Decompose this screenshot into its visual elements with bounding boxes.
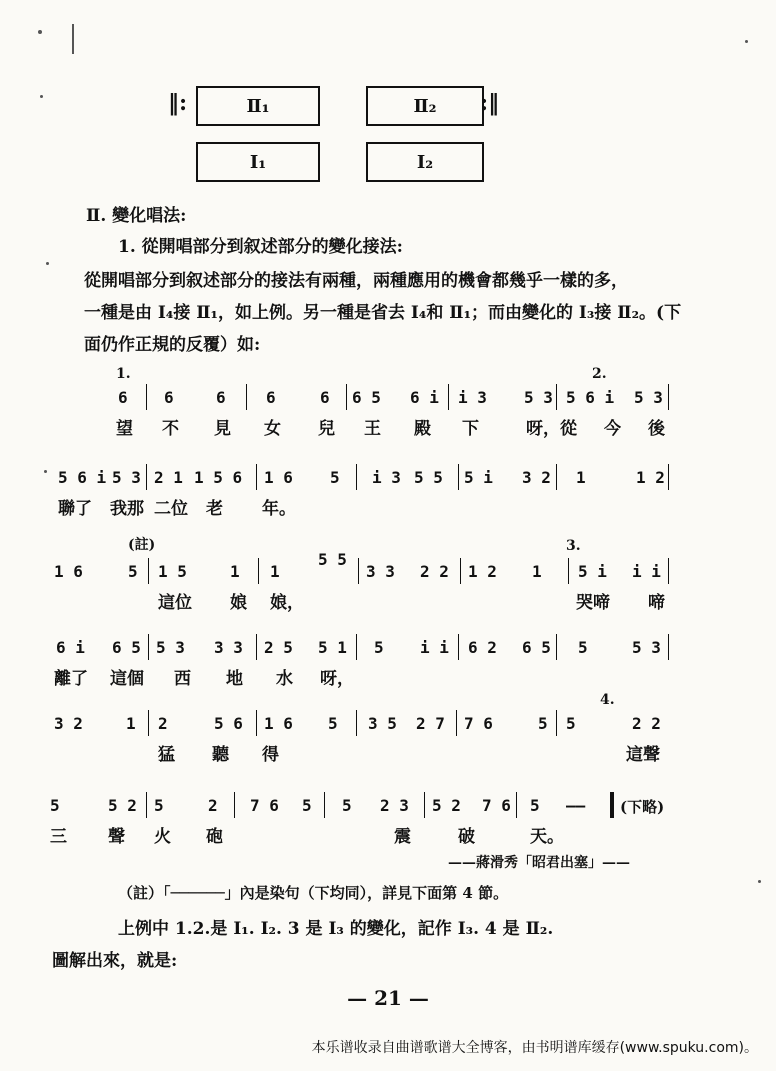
bar-line (668, 464, 669, 490)
lyric: 二位 (154, 499, 188, 519)
note-group: 1 5 (158, 562, 187, 581)
note-group: i 3 (458, 388, 487, 407)
note-group: 2 2 (420, 562, 449, 581)
lyric: 三 (50, 827, 67, 847)
note-group: 1 6 (54, 562, 83, 581)
lyric: 西 (174, 669, 191, 689)
bar-line (356, 710, 357, 736)
note-group: 6 (320, 388, 330, 407)
note-group: 2 7 (416, 714, 445, 733)
lyric: 火 (154, 827, 171, 847)
lyric: 不 (162, 419, 179, 439)
bar-line (460, 558, 461, 584)
note-group: 2 3 (380, 796, 409, 815)
note-group: 5 1 (318, 638, 347, 657)
bar-line (256, 710, 257, 736)
note-group: 5 (328, 714, 338, 733)
bar-line (458, 464, 459, 490)
lyric: 破 (458, 827, 475, 847)
note-group: 6 5 (112, 638, 141, 657)
margin-speck (72, 24, 74, 54)
lyric: 殿 (414, 419, 431, 439)
note-group: 2 (208, 796, 218, 815)
bar-line (458, 634, 459, 660)
bar-line (456, 710, 457, 736)
lyric: 呀，從 (526, 419, 577, 439)
note-group: 1 6 (264, 714, 293, 733)
bar-line (324, 792, 325, 818)
lyric: 王 (364, 419, 381, 439)
note-group: 3 2 (522, 468, 551, 487)
note-group: 1 5 6 (194, 468, 243, 487)
score-line-3 (0, 532, 776, 613)
bar-line (346, 384, 347, 410)
note-group: 1 (576, 468, 586, 487)
explanation-line-1: 上例中 1.2.是 Ⅰ₁. Ⅰ₂. 3 是 Ⅰ₃ 的變化，記作 Ⅰ₃. 4 是 Ⅱ₂. (118, 919, 554, 939)
ending-mark: 4. (600, 692, 615, 708)
final-bar-line (610, 792, 614, 818)
bar-line (148, 634, 149, 660)
note-group: 3 3 (214, 638, 243, 657)
lyric: 天。 (530, 827, 564, 847)
note-group: 5 (154, 796, 164, 815)
lyric: 得 (262, 745, 279, 765)
note-group: 7 6 (464, 714, 493, 733)
score-line-2 (0, 446, 776, 519)
note-group: 1 2 (636, 468, 665, 487)
note-group: —— (566, 796, 586, 815)
note-group: 5 3 (632, 638, 661, 657)
box-I2: Ⅰ₂ (366, 142, 484, 182)
margin-speck (40, 95, 43, 98)
bar-line (256, 464, 257, 490)
bar-line (556, 634, 557, 660)
note-group: 5 (530, 796, 540, 815)
lyric: 水 (276, 669, 293, 689)
note-group: 1 (126, 714, 136, 733)
bar-line (668, 634, 669, 660)
box-II1: Ⅱ₁ (196, 86, 320, 126)
note-group: 2 1 (154, 468, 183, 487)
note-group: 1 (230, 562, 240, 581)
bar-line (668, 558, 669, 584)
bar-line (146, 384, 147, 410)
source-credit: 本乐谱收录自曲谱歌谱大全博客，由书明谱库缓存(www.spuku.com)。 (311, 1040, 758, 1056)
note-group: 5 2 (432, 796, 461, 815)
note-group: 7 6 (250, 796, 279, 815)
box-I1: Ⅰ₁ (196, 142, 320, 182)
note-group: 5 (128, 562, 138, 581)
lyric: 今 (604, 419, 621, 439)
note-group: 5 (538, 714, 548, 733)
note-group: 5 5 (414, 468, 443, 487)
bar-line (146, 464, 147, 490)
lyric: 啼 (648, 593, 665, 613)
annotation-mark: (註) (128, 537, 156, 553)
note-group: 5 6 (214, 714, 243, 733)
lyric: 兒 (318, 419, 335, 439)
lyric: 娘 (230, 593, 247, 613)
bar-line (448, 384, 449, 410)
bar-line (516, 792, 517, 818)
bar-line (556, 710, 557, 736)
margin-speck (758, 880, 761, 883)
bar-line (556, 384, 557, 410)
note-group: 2 5 (264, 638, 293, 657)
note-group: 5 6 i (58, 468, 107, 487)
note-group: 5 (342, 796, 352, 815)
bar-line (148, 558, 149, 584)
lyric: 見 (214, 419, 231, 439)
lyric: 這聲 (626, 745, 660, 765)
bar-line (258, 558, 259, 584)
note-group: 6 (266, 388, 276, 407)
bar-line (424, 792, 425, 818)
note-group: 6 5 (352, 388, 381, 407)
note-group: i 3 (372, 468, 401, 487)
note-group: 5 6 i (566, 388, 615, 407)
lyric: 這位 (158, 593, 192, 613)
lyric: 離了 (54, 669, 88, 689)
bar-line (668, 384, 669, 410)
lyric: 我那 (110, 499, 144, 519)
bar-line (556, 464, 557, 490)
note-group: 5 3 (112, 468, 141, 487)
note-group: 5 i (578, 562, 607, 581)
margin-speck (46, 262, 49, 265)
ending-mark: 1. (116, 366, 131, 382)
repeat-open-sign: ‖: (168, 90, 188, 116)
note-group: 6 2 (468, 638, 497, 657)
note-group: 6 (118, 388, 128, 407)
page-number: — 21 — (347, 986, 429, 1010)
note-group: 6 i (56, 638, 85, 657)
note-group: 1 2 (468, 562, 497, 581)
lyric: 震 (394, 827, 411, 847)
margin-speck (745, 40, 748, 43)
bar-line (568, 558, 569, 584)
note-group: 5 (578, 638, 588, 657)
section-heading: Ⅱ. 變化唱法: (86, 206, 187, 226)
lyric: 地 (226, 669, 243, 689)
bar-line (358, 558, 359, 584)
note-group: 5 5 (318, 550, 347, 569)
score-line-1 (0, 366, 776, 439)
lyric: 女 (264, 419, 281, 439)
note-group: 5 2 (108, 796, 137, 815)
bar-line (234, 792, 235, 818)
note-group: 5 3 (634, 388, 663, 407)
note-group: 5 (330, 468, 340, 487)
score-line-6 (0, 774, 776, 847)
note-group: 1 (532, 562, 542, 581)
note-group: 2 2 (632, 714, 661, 733)
bar-line (256, 634, 257, 660)
lyric: 下 (462, 419, 479, 439)
note-group: i i (420, 638, 449, 657)
score-line-4 (0, 616, 776, 689)
ending-mark: 3. (566, 538, 581, 554)
note-group: 2 (158, 714, 168, 733)
lyric: 聲 (108, 827, 125, 847)
lyric: 哭啼 (576, 593, 610, 613)
lyric: 老 (206, 499, 223, 519)
note-group: 5 (374, 638, 384, 657)
note-group: 1 6 (264, 468, 293, 487)
paragraph-line-2: 一種是由 Ⅰ₄接 Ⅱ₁，如上例。另一種是省去 Ⅰ₄和 Ⅱ₁；而由變化的 Ⅰ₃接 Ⅱ₂。(下 (84, 303, 682, 323)
note-group: 6 (164, 388, 174, 407)
bar-line (146, 792, 147, 818)
note-group: 3 2 (54, 714, 83, 733)
paragraph-line-1: 從開唱部分到叙述部分的接法有兩種，兩種應用的機會都幾乎一樣的多， (84, 271, 628, 291)
footnote: （註）「──────」內是染句（下均同），詳見下面第 4 節。 (118, 884, 509, 902)
box-II2: Ⅱ₂ (366, 86, 484, 126)
note-group: 3 5 (368, 714, 397, 733)
note-group: 6 5 (522, 638, 551, 657)
bar-line (246, 384, 247, 410)
bar-line (356, 464, 357, 490)
margin-speck (38, 30, 42, 34)
ending-mark: 2. (592, 366, 607, 382)
lyric: 猛 (158, 745, 175, 765)
lyric: 年。 (262, 499, 296, 519)
note-group: 5 (302, 796, 312, 815)
lyric: 望 (116, 419, 133, 439)
note-group: 6 i (410, 388, 439, 407)
note-group: 5 (50, 796, 60, 815)
section-subheading: 1. 從開唱部分到叙述部分的變化接法: (118, 237, 403, 257)
note-group: 5 i (464, 468, 493, 487)
bar-line (148, 710, 149, 736)
note-group: 7 6 (482, 796, 511, 815)
lyric: 娘， (270, 593, 304, 613)
note-group: 1 (270, 562, 280, 581)
score-source: ——蔣滑秀「昭君出塞」—— (448, 855, 630, 871)
omission-mark: (下略) (620, 798, 665, 816)
note-group: 3 3 (366, 562, 395, 581)
note-group: 5 3 (156, 638, 185, 657)
note-group: i i (632, 562, 661, 581)
lyric: 聯了 (58, 499, 92, 519)
bar-line (356, 634, 357, 660)
lyric: 聽 (212, 745, 229, 765)
lyric: 這個 (110, 669, 144, 689)
explanation-line-2: 圖解出來，就是: (52, 951, 178, 971)
note-group: 5 (566, 714, 576, 733)
lyric: 呀， (320, 669, 354, 689)
lyric: 後 (648, 419, 665, 439)
lyric: 砲 (206, 827, 223, 847)
paragraph-line-3: 面仍作正規的反覆）如: (84, 335, 261, 355)
score-line-5 (0, 692, 776, 765)
note-group: 5 3 (524, 388, 553, 407)
repeat-close-sign: :‖ (480, 90, 500, 116)
note-group: 6 (216, 388, 226, 407)
